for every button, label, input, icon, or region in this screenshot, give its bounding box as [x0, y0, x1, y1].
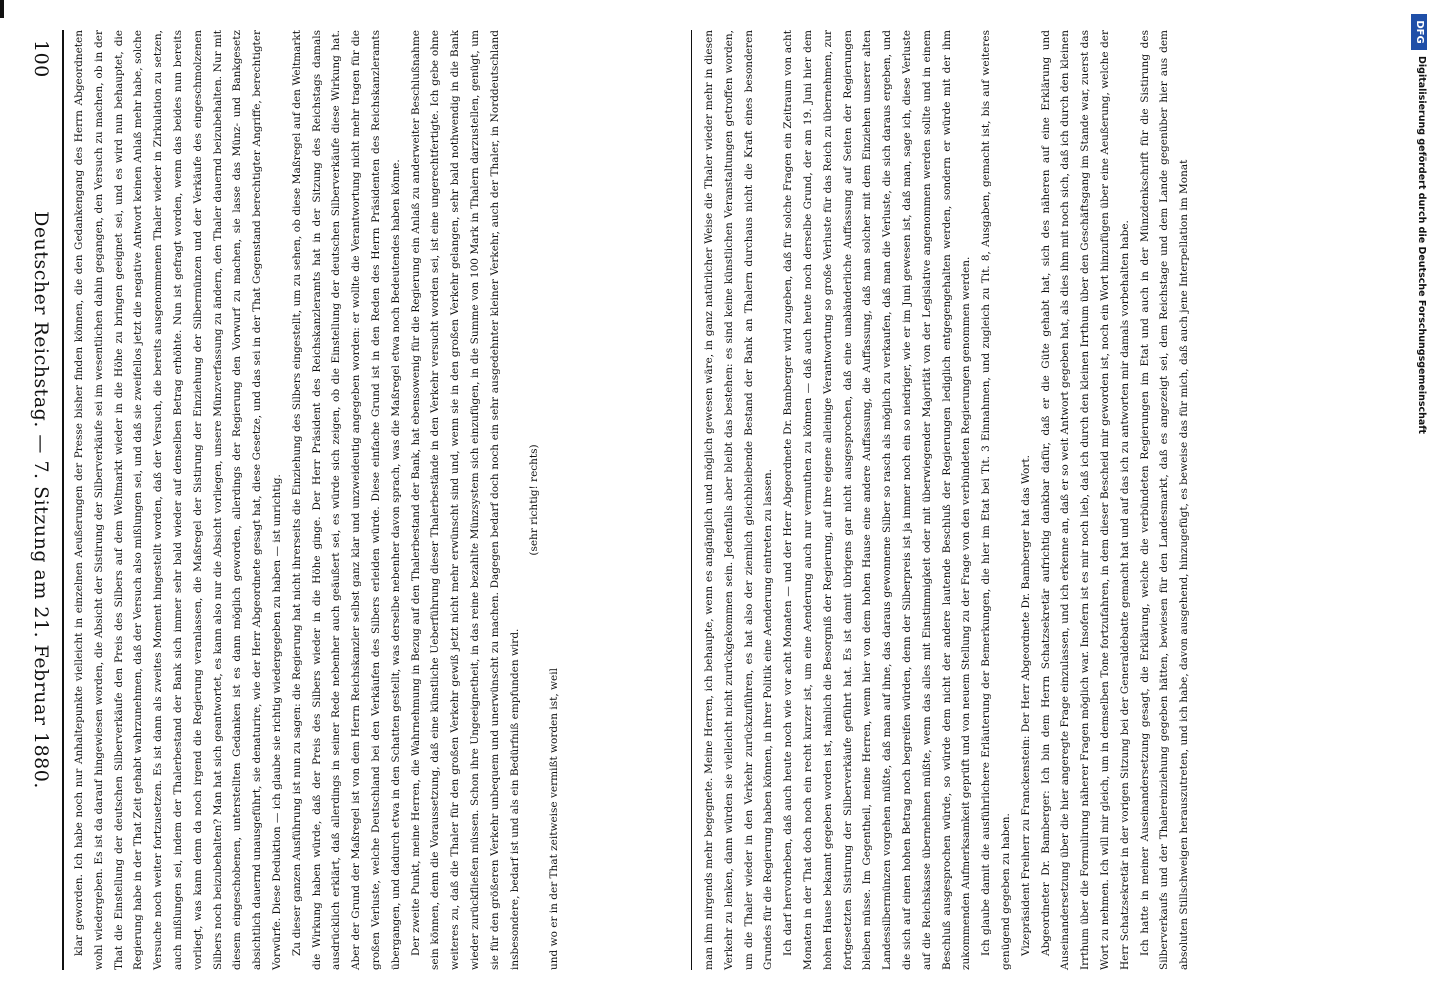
paragraph: Ich hatte in meiner Auseinandersetzung gesagt, die Erklärung, welche die verbündeten Regierungen im Etat und auch in der Münzdenkschrift für die Sistirung des Silberverkaufs und der Thalereinziehung gegeben hätten, bewiesen für den Landesmarkt, daß es angezeigt sei, dem Reichstage und dem Lande gegenüber hier aus dem absoluten Stillschweigen herauszutreten, und ich habe, davon ausgehend, hinzugefügt, es beweise das für mich, daß auch jene Interpellation im Monat: [1138, 30, 1191, 970]
paragraph: Der zweite Punkt, meine Herren, die Wahrnehmung in Bezug auf den Thalerbestand der Bank, hat ebensowenig für die Regierung ein Anlaß zu anderweiter Beschlußnahme sein können, denn die Voraussetzung, daß eine künstliche Ueberführung dieser Thalerbestände in den Verkehr versucht worden sei, ist eine ungerechtfertigte. Ich gebe ohne weiteres zu, daß die Thaler für den großen Verkehr gewiß jetzt nicht mehr erwünscht sind und, wenn sie in den großen Verkehr gelangen, sehr bald nothwendig in die Bank wieder zurückfließen müssen. Schon ihre Ungeeignetheit, in das reine bezahlte Münzsystem sich einzufügen, in die Summe von 100 Mark in Thalern darzustellen, genügt, um sie für den größeren Verkehr unbequem und unerwünscht zu machen. Dagegen bedarf doch noch ein sehr ausgedehnter kleiner Verkehr, auch der Thaler, in Norddeutschland insbesondere, bedarf ist und als ein Bedürfniß empfunden wird.: [409, 30, 521, 970]
paragraph: Ich glaube damit die ausführlichere Erläuterung der Bemerkungen, die hier im Etat bei Tit. 3 Einnahmen, und zugleich zu Tit. 8, Ausgaben, gemacht ist, bis auf weiteres genügend gegeben zu haben.: [980, 30, 1012, 970]
paragraph: Abgeordneter Dr. Bamberger: Ich bin dem Herrn Schatzsekretär aufrichtig dankbar dafür, daß er die Güte gehabt hat, sich des näheren auf eine Erklärung und Auseinandersetzung über die hier angeregte Frage einzulassen, und ich erkenne an, daß er so weit Antwort gegeben hat, als dies ihm mit noch sich, daß ich durch den kleinen Irrthum über die Formulirung näherer Fragen möglich war. Insofern ist es mir noch lieb, daß ich durch den kleinen Irrthum über den Geschäftsgang im Stande war, zuerst das Wort zu nehmen. Ich will mir gleich, um in demselben Tone fortzufahren, in dem dieser Bescheid mir geworden ist, noch ein Wort hinzufügen über eine Aeußerung, welche der Herr Schatzsekretär in der vorigen Sitzung bei der Generaldebatte gemacht hat und auf das ich zu antworten mir damals vorbehalten habe.: [1039, 30, 1131, 970]
page-title: Deutscher Reichstag. — 7. Sitzung am 21. Februar 1880.: [30, 211, 52, 789]
paragraph: Zu dieser ganzen Ausführung ist nun zu sagen: die Regierung hat nicht ihrerseits die Einziehung des Silbers eingestellt, um zu sehen, ob diese Maßregel auf den Weltmarkt die Wirkung haben würde, daß der Preis des Silbers wieder in die Höhe ginge. Der Herr Präsident des Reichskanzleramts hat in der Sitzung des Reichstags damals ausdrücklich erklärt, daß allerdings in seiner Rede nebenher auch geäußert sei, es würde sich zeigen, ob die Einstellung der deutschen Silberverkäufe diese Wirkung hat. Aber der Grund der Maßregel ist von dem Herrn Reichskanzler selbst ganz klar und unzweideutig angegeben worden: er wollte die Verantwortung nicht mehr tragen für die großen Verluste, welche Deutschland bei den Verkäufen des Silbers erleiden würde. Diese einfache Grund ist in den Reden des Herrn Präsidenten des Reichskanzleramts übergangen, und dadurch etwa in den Schatten gestellt, was derselbe nebenher davon sprach, was die Maßregel etwa noch Bedeutendes haben könne.: [290, 30, 402, 970]
paragraph: Vizepräsident Freiherr zu Franckenstein: Der Herr Abgeordnete Dr. Bamberger hat das Wort.: [1019, 455, 1032, 956]
digitization-note: Digitalisierung gefördert durch die Deutsche Forschungsgemeinschaft: [1416, 56, 1427, 434]
paragraph: Ich darf hervorheben, daß auch heute noch wie vor acht Monaten — und der Herr Abgeordnete Dr. Bamberger wird zugeben, daß für solche Fragen ein Zeitraum von acht Monaten in der That doch noch ein recht kurzer ist, um eine Aenderung auch nur vermuthen zu können — daß auch heute noch derselbe Grund, der am 19. Juni hier dem hohen Hause bekannt gegeben worden ist, nämlich die Besorgniß der Regierung, auf ihre eigene alleinige Verantwortung so große Verluste für das Reich zu übernehmen, zur fortgesetzten Sistirung der Silberverkäufe geführt hat. Es ist damit übrigens gar nicht ausgesprochen, daß eine unabänderliche Auffassung auf Seiten der Regierungen bleiben müsse. Im Gegentheil, meine Herren, wenn hier von dem hohen Hause eine andere Auffassung, die Auffassung, daß man solcher mit dem Einziehen unserer alten Landessilbermünzen vorgehen müßte, daß man auf ihne, das daraus gewonnene Silber so rasch als möglich zu verkaufen, daß man die Verluste, die sich daraus ergeben, und die sich auf einen hohen Betrag noch begreifen würden, denn der Silberpreis ist ja immer noch ein so niedriger, wie er im Juni gewesen ist, daß man, sage ich, diese Verluste auf die Reichskasse übernehmen müßte, wenn das alles mit Einstimmigkeit oder mit überwiegender Majorität von der Legislative angenommen werden sollte und in einem Beschluß ausgesprochen würde, so würde dem nicht der andere lautende Beschluß der Regierungen lediglich entgegengehalten werden, sondern er würde mit der ihm zukommenden Aufmerksamkeit geprüft und von neuem Stellung zu der Frage von den verbündeten Regierungen genommen werden.: [782, 30, 973, 970]
paragraph: klar geworden. Ich habe noch nur Anhaltepunkte vielleicht in einzelnen Aeußerungen der Presse bisher finden können, die den Gedankengang des Herrn Abgeordneten wohl wiedergeben. Es ist da darauf hingewiesen worden, die Absicht der Sistirung der Silberverkäufe sei im wesentlichen dahin gegangen, den Versuch zu machen, ob in der That die Einstellung der deutschen Silberverkäufe den Preis des Silbers auf dem Weltmarkt wieder in die Höhe zu bringen geeignet sei, und es wird nun behauptet, die Regierung habe in der That Zeit gehabt wahrzunehmen, daß der Versuch also mißlungen sei, und daß sie zweifellos jetzt die negative Antwort keinen Anlaß mehr habe, solche Versuche noch weiter fortzusetzen. Es ist dann als zweites Moment hingestellt worden, daß der Versuch, die bereits ausgenommenen Thaler wieder in Zirkulation zu setzen, auch mißlungen sei, indem der Thalerbestand der Bank sich immer sehr bald wieder auf denselben Betrag erhöhte. Nun ist gefragt worden, wenn das beides nun bereits vorliegt, was kann denn da noch irgend die Regierung veranlassen, die Maßregel der Sistirung der Einziehung der Silbermünzen und der Verkäufe des eingeschmolzenen Silbers noch beizubehalten? Man hat sich geantwortet, es kann also nur die Absicht vorliegen, unsere Münzverfassung zu ändern, den Thaler dauernd beizubehalten. Nur mit diesem eingeschobenen, unterstellten Gedanken ist es dann möglich geworden, allerdings der Regierung den Vorwurf zu machen, sie lasse das Münz- und Bankgesetz absichtlich dauernd unausgeführt, sie denaturire, wie der Herr Abgeordnete gesagt hat, diese Gesetze, und das sei in der That Gegenstand berechtigter Angriffe, berechtigter Vorwürfe. Diese Deduktion — ich glaube sie richtig wiedergegeben zu haben — ist unrichtig.: [73, 30, 283, 970]
digitization-credit: [1409, 56, 1427, 646]
paragraph: man ihm nirgends mehr begegnete. Meine Herren, ich behaupte, wenn es angänglich und möglich gewesen wäre, in ganz natürlicher Weise die Thaler wieder mehr in diesen Verkehr zu lenken, dann würden sie vielleicht nicht zurückgekommen sein. Jedenfalls aber bleibt das bestehen: es sind keine künstlichen Veranstaltungen getroffen worden, um die Thaler wieder in den Verkehr zurückzuführen, es hat also der ziemlich gleichbleibende Bestand der Bank an Thalern durchaus nicht die Kraft eines besonderen Grundes für die Regierung haben können, in ihrer Politik eine Aenderung eintreten zu lassen.: [703, 30, 775, 970]
column-divider: [691, 30, 692, 970]
paragraph: und wo er in der That zeitweise vermißt worden ist, weil: [548, 668, 561, 970]
dfg-logo-text: DFG: [1414, 20, 1425, 44]
dfg-logo: [1411, 14, 1427, 50]
page-number: 100: [30, 40, 52, 78]
interjection: (sehr richtig! rechts): [528, 444, 541, 556]
running-header: [20, 40, 56, 960]
header-rule: [62, 30, 64, 970]
text-column-right: [700, 30, 1346, 970]
text-column-left: [70, 30, 668, 970]
